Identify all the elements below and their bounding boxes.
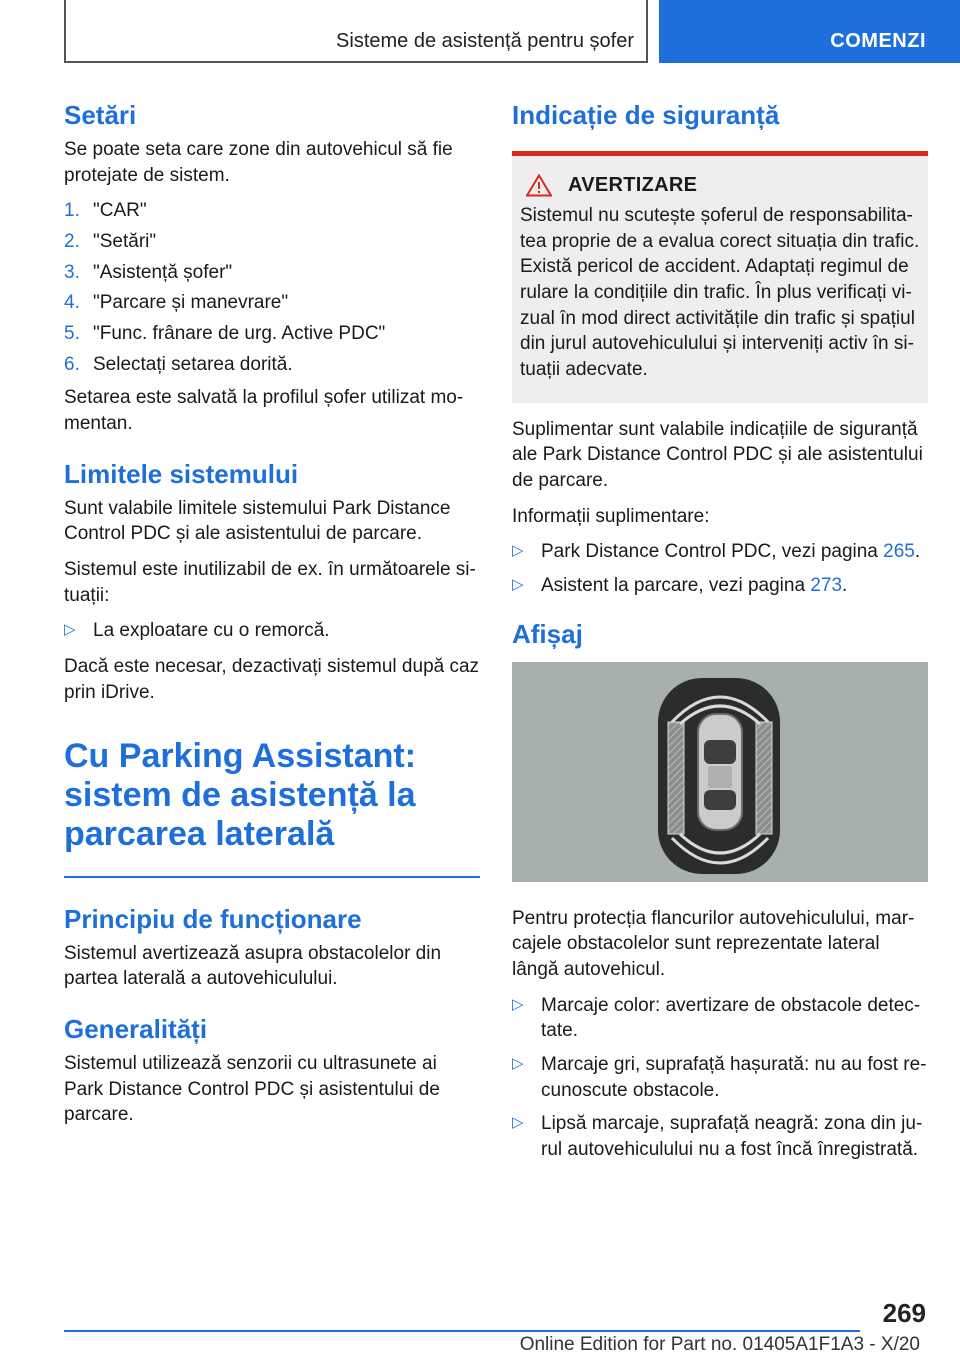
- principiu-text: Sistemul avertizează asupra obstacolelor din partea laterală a autovehiculului.: [64, 942, 442, 990]
- triangle-bullet-icon: ▷: [512, 1114, 524, 1132]
- reference-text: [541, 539, 920, 565]
- limite-p1: Sunt valabile limitele sistemului Park Distance Control PDC și ale asistentului de parcare.: [64, 497, 451, 545]
- heading-principiu: Principiu de funcționare: [64, 903, 362, 934]
- heading-parking-assistant: Cu Parking Assistant: sistem de asistență la parcarea laterală: [64, 737, 417, 853]
- step-text: "Func. frânare de urg. Active PDC": [93, 323, 386, 345]
- step-item: [64, 321, 480, 347]
- step-number: 5.: [64, 323, 80, 345]
- heading-setari: Setări: [64, 100, 137, 130]
- step-text: "Parcare și manevrare": [93, 292, 289, 314]
- triangle-bullet-icon: ▷: [512, 1054, 524, 1072]
- list-item: [512, 1111, 928, 1162]
- heading-indicatie-siguranta: Indicație de siguranță: [512, 100, 780, 130]
- warning-text: Sistemul nu scutește șoferul de responsabilitatea proprie de a evalua corect situația din trafic. Există pericol de accident. Adaptați regimul de rulare la condițiile din trafic. În plus verificați vizual în mod direct activitățile din trafic și spațiul din jurul autovehiculului și interveniți activ în situații adecvate.: [520, 205, 920, 381]
- header-section-title: Sisteme de asistență pentru șofer: [336, 30, 634, 52]
- list-item: [512, 1052, 928, 1103]
- afisaj-p1: Pentru protecția flancurilor autovehiculului, marcajele obstacolelor sunt reprezentate lateral lângă autovehicul.: [512, 907, 915, 980]
- references-list: [512, 539, 928, 598]
- step-item: [64, 290, 480, 316]
- limite-p3: Dacă este necesar, dezactivați sistemul după caz prin iDrive.: [64, 655, 480, 703]
- triangle-bullet-icon: ▷: [512, 542, 524, 560]
- warning-triangle-icon: [526, 174, 552, 197]
- bullet-text: La exploatare cu o remorcă.: [93, 620, 330, 642]
- step-number: 2.: [64, 231, 80, 253]
- reference-text: [541, 573, 847, 599]
- right-column: [512, 100, 928, 1172]
- list-item: [64, 618, 480, 644]
- limite-bullets: [64, 618, 480, 644]
- setari-steps: [64, 198, 480, 377]
- step-text: "Asistență șofer": [93, 261, 233, 283]
- reference-label: Asistent la parcare, vezi pagina: [541, 574, 811, 596]
- heading-afisaj: Afișaj: [512, 618, 583, 649]
- step-item: [64, 352, 480, 378]
- header-tab-label: COMENZI: [830, 30, 926, 52]
- step-item: [64, 260, 480, 286]
- list-item: [512, 993, 928, 1044]
- step-text: Selectați setarea dorită.: [93, 353, 293, 375]
- step-text: "CAR": [93, 200, 147, 222]
- header-section-box: [64, 0, 648, 63]
- siguranta-p1: Suplimentar sunt valabile indicațiile de siguranță ale Park Distance Control PDC și ale asistentului de parcare.: [512, 418, 923, 491]
- bullet-text: Marcaje gri, suprafață hașurată: nu au fost recunoscute obstacole.: [541, 1053, 927, 1101]
- triangle-bullet-icon: ▷: [64, 621, 76, 639]
- reference-period: .: [914, 541, 921, 563]
- step-item: [64, 229, 480, 255]
- heading-divider: [64, 876, 480, 878]
- page-link-273[interactable]: 273: [810, 574, 843, 596]
- warning-box: [512, 151, 928, 402]
- list-item: [512, 573, 928, 599]
- car-top-view-illustration: [512, 662, 928, 882]
- warning-header: [520, 174, 920, 197]
- reference-period: .: [842, 574, 848, 596]
- parking-display-figure: [512, 662, 928, 882]
- page-number: 269: [882, 1298, 926, 1328]
- step-number: 6.: [64, 353, 80, 375]
- warning-title: AVERTIZARE: [568, 174, 698, 197]
- step-number: 1.: [64, 200, 80, 222]
- triangle-bullet-icon: ▷: [512, 995, 524, 1013]
- afisaj-bullets: [512, 993, 928, 1163]
- footer-edition: Online Edition for Part no. 01405A1F1A3 - X/20: [519, 1334, 920, 1355]
- step-number: 3.: [64, 261, 80, 283]
- bullet-text: Marcaje color: avertizare de obstacole detectate.: [541, 994, 921, 1042]
- triangle-bullet-icon: ▷: [512, 575, 524, 593]
- heading-generalitati: Generalități: [64, 1013, 208, 1044]
- step-text: "Setări": [93, 231, 157, 253]
- step-item: [64, 198, 480, 224]
- page-link-265[interactable]: 265: [883, 541, 915, 563]
- header-tab-comenzi[interactable]: [659, 0, 960, 63]
- setari-outro: Setarea este salvată la profilul șofer utilizat momentan.: [64, 387, 464, 434]
- siguranta-p2: Informații suplimentare:: [512, 505, 710, 527]
- footer-divider: [64, 1330, 860, 1332]
- bullet-text: Lipsă marcaje, suprafață neagră: zona din jurul autovehiculului nu a fost încă înregistrată.: [541, 1113, 923, 1160]
- generalitati-text: Sistemul utilizează senzorii cu ultrasunete ai Park Distance Control PDC și asistentului de parcare.: [64, 1053, 440, 1126]
- setari-intro: Se poate seta care zone din autovehicul să fie protejate de sistem.: [64, 139, 453, 186]
- heading-limitele-sistemului: Limitele sistemului: [64, 458, 299, 489]
- left-column: [64, 100, 480, 1138]
- step-number: 4.: [64, 292, 80, 314]
- reference-label: Park Distance Control PDC, vezi pagina: [541, 541, 884, 563]
- limite-p2: Sistemul este inutilizabil de ex. în următoarele situații:: [64, 559, 476, 606]
- list-item: [512, 539, 928, 565]
